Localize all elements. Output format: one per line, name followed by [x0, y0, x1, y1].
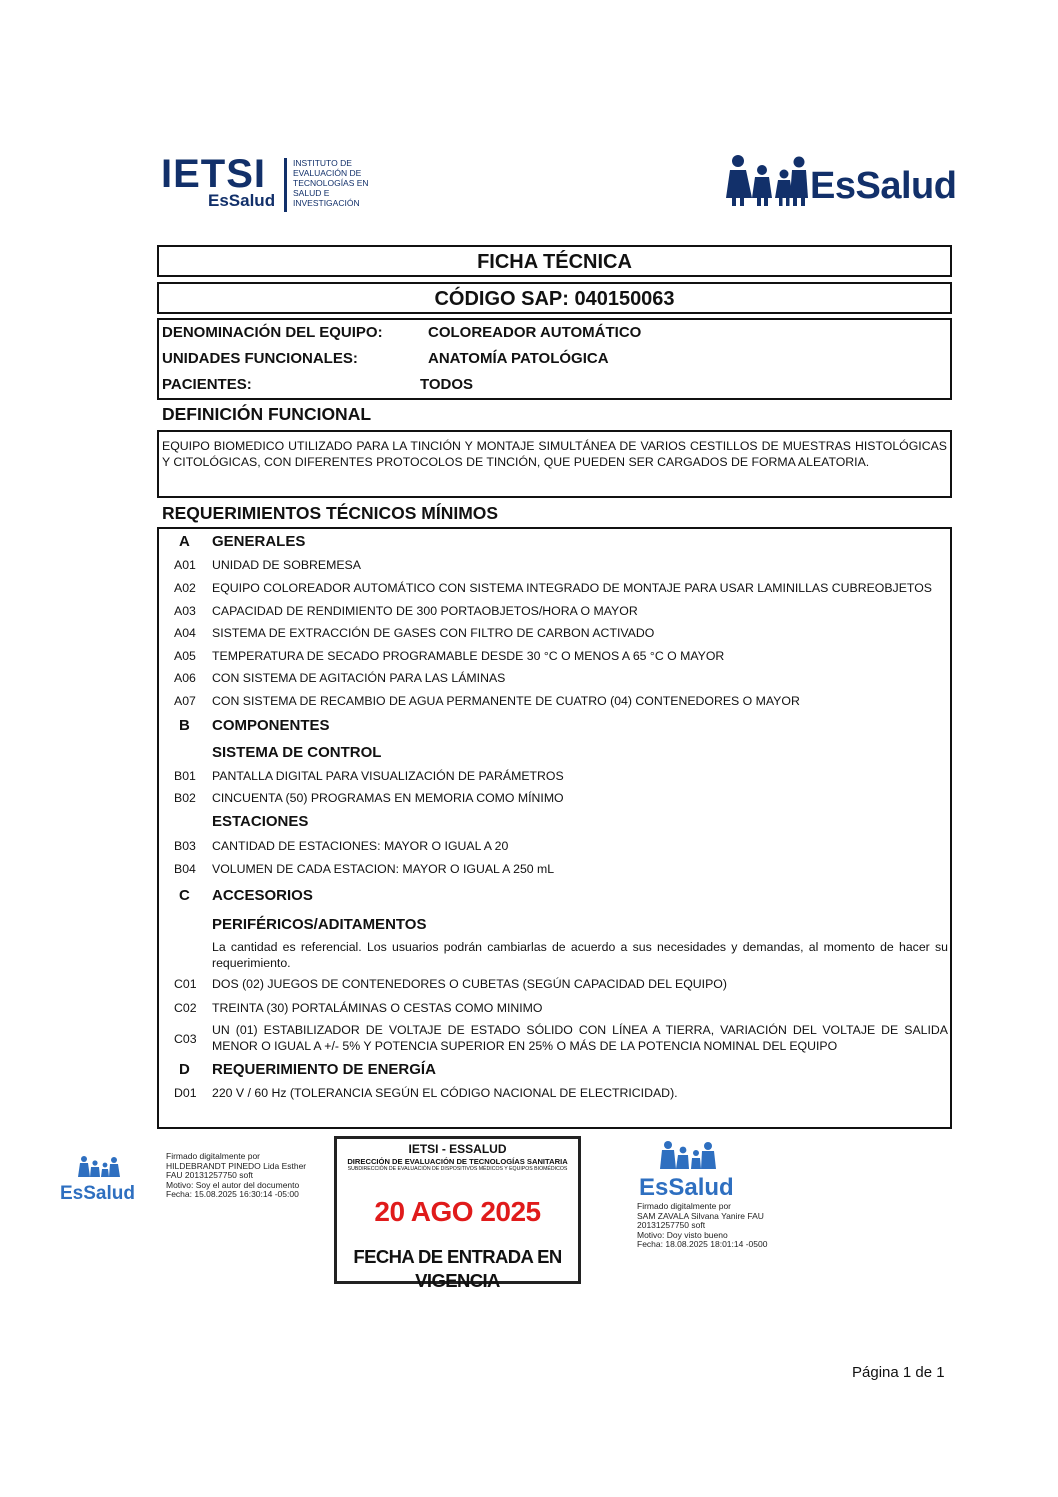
section-letter: A [179, 533, 190, 550]
requirements-box [157, 527, 952, 1129]
requirement-text: CON SISTEMA DE AGITACIÓN PARA LAS LÁMINAS [212, 671, 506, 685]
requirement-code: B03 [174, 839, 196, 853]
signature-line: Motivo: Doy visto bueno [637, 1229, 728, 1240]
requirement-text: PANTALLA DIGITAL PARA VISUALIZACIÓN DE PARÁMETROS [212, 769, 564, 783]
section-letter: C [179, 887, 190, 904]
requirement-code: C03 [174, 1032, 197, 1046]
requirement-text: TREINTA (30) PORTALÁMINAS O CESTAS COMO MINIMO [212, 1001, 543, 1015]
essalud-logo-text: EsSalud [810, 165, 957, 207]
section-letter: D [179, 1061, 190, 1078]
signature-line: Fecha: 15.08.2025 16:30:14 -05:00 [166, 1189, 299, 1199]
stamp-date: 20 AGO 2025 [374, 1196, 541, 1227]
requirement-text: SISTEMA DE EXTRACCIÓN DE GASES CON FILTRO DE CARBON ACTIVADO [212, 626, 655, 640]
essalud-logo-left-text: EsSalud [60, 1183, 135, 1204]
essalud-logo-right-text: EsSalud [639, 1174, 734, 1201]
sap-code-box [157, 282, 952, 314]
stamp-title: IETSI - ESSALUD [408, 1142, 507, 1156]
digital-signature-left [166, 1152, 306, 1200]
requirement-code: A01 [174, 558, 196, 572]
signature-line: Fecha: 18.08.2025 18:01:14 -0500 [637, 1239, 768, 1249]
family-figures-icon [660, 1140, 716, 1174]
info-value: TODOS [420, 376, 474, 393]
requirement-code: A04 [174, 626, 196, 640]
ietsi-logo [160, 152, 375, 214]
requirement-text: VOLUMEN DE CADA ESTACION: MAYOR O IGUAL A 250 mL [212, 862, 555, 876]
requirement-text: EQUIPO COLOREADOR AUTOMÁTICO CON SISTEMA INTEGRADO DE MONTAJE PARA USAR LAMINILLAS CUBREOBJETOS [212, 581, 932, 595]
ietsi-logo-small: EsSalud [208, 191, 276, 210]
requirement-code: D01 [174, 1086, 197, 1100]
accessories-note: La cantidad es referencial. Los usuarios podrán cambiarlas de acuerdo a sus necesidades y demandas, al momento de hacer su requerimiento. [212, 940, 948, 970]
requirement-code: B04 [174, 862, 196, 876]
signature-line: Motivo: Soy el autor del documento [166, 1179, 300, 1190]
page-number: Página 1 de 1 [852, 1364, 945, 1381]
requirement-text: DOS (02) JUEGOS DE CONTENEDORES O CUBETAS (SEGÚN CAPACIDAD DEL EQUIPO) [212, 977, 727, 991]
family-figures-icon [726, 154, 808, 208]
stamp-direction: DIRECCIÓN DE EVALUACIÓN DE TECNOLOGÍAS SANITARIA [347, 1157, 568, 1166]
definition-text: EQUIPO BIOMEDICO UTILIZADO PARA LA TINCIÓN Y MONTAJE SIMULTÁNEA DE VARIOS CESTILLOS DE MUESTRAS HISTOLÓGICAS Y CITOLÓGICAS, CON DIFERENTES PROTOCOLOS DE TINCIÓN, QUE PUEDEN SER CARGADOS DE FORMA ALEATORIA. [162, 439, 947, 469]
requirement-text: UNIDAD DE SOBREMESA [212, 558, 361, 572]
ietsi-logo-big: IETSI [161, 152, 267, 196]
requirement-text: CON SISTEMA DE RECAMBIO DE AGUA PERMANENTE DE CUATRO (04) CONTENEDORES O MAYOR [212, 694, 800, 708]
requirement-code: B01 [174, 769, 196, 783]
signature-line: SAM ZAVALA Silvana Yanire FAU [637, 1210, 764, 1221]
signature-line: HILDEBRANDT PINEDO Lida Esther [166, 1160, 307, 1171]
subsection-heading: SISTEMA DE CONTROL [212, 744, 382, 761]
requirement-text: TEMPERATURA DE SECADO PROGRAMABLE DESDE 30 °C O MENOS A 65 °C O MAYOR [212, 649, 725, 663]
requirements-title: REQUERIMIENTOS TÉCNICOS MÍNIMOS [162, 503, 499, 523]
info-value: COLOREADOR AUTOMÁTICO [428, 324, 642, 341]
family-figures-icon [78, 1155, 120, 1181]
signature-line: FAU 20131257750 soft [166, 1170, 253, 1180]
info-value: ANATOMÍA PATOLÓGICA [428, 350, 609, 367]
section-heading: COMPONENTES [212, 717, 330, 734]
digital-signature-right [637, 1202, 767, 1250]
signature-line: Firmado digitalmente por [637, 1201, 732, 1211]
requirement-text: 220 V / 60 Hz (TOLERANCIA SEGÚN EL CÓDIGO NACIONAL DE ELECTRICIDAD). [212, 1086, 678, 1100]
essalud-logo [726, 152, 957, 212]
ietsi-logo-description: INSTITUTO DE EVALUACIÓN DE TECNOLOGÍAS EN SALUD E INVESTIGACIÓN [293, 158, 369, 208]
section-letter: B [179, 717, 190, 734]
definition-box [157, 430, 952, 498]
requirement-code: A02 [174, 581, 196, 595]
requirement-text: UN (01) ESTABILIZADOR DE VOLTAJE DE ESTADO SÓLIDO CON LÍNEA A TIERRA, VARIACIÓN DEL VOLTAJE DE SALIDA MENOR O IGUAL A +/- 5% Y POTENCIA SUPERIOR EN 25% O MÁS DE LA POTENCIA NOMINAL DEL EQUIPO [212, 1023, 948, 1053]
requirement-code: C01 [174, 977, 197, 991]
requirement-code: A05 [174, 649, 196, 663]
sap-code: CÓDIGO SAP: 040150063 [434, 288, 675, 310]
document-title: FICHA TÉCNICA [477, 251, 632, 273]
validity-stamp [334, 1136, 581, 1291]
requirement-text: CAPACIDAD DE RENDIMIENTO DE 300 PORTAOBJETOS/HORA O MAYOR [212, 604, 638, 618]
stamp-subdirection: SUBDIRECCIÓN DE EVALUACIÓN DE DISPOSITIVOS MÉDICOS Y EQUIPOS BIOMÉDICOS [347, 1166, 568, 1172]
section-heading: GENERALES [212, 533, 306, 550]
requirement-text: CANTIDAD DE ESTACIONES: MAYOR O IGUAL A 20 [212, 839, 509, 853]
requirement-code: C02 [174, 1001, 197, 1015]
requirement-text: CINCUENTA (50) PROGRAMAS EN MEMORIA COMO MÍNIMO [212, 791, 564, 805]
essalud-logo-left [60, 1155, 140, 1205]
equipment-info-box [157, 318, 952, 400]
essalud-logo-right [636, 1140, 736, 1202]
stamp-footer: FECHA DE ENTRADA EN VIGENCIA [353, 1246, 562, 1291]
requirement-code: A07 [174, 694, 196, 708]
subsection-heading: ESTACIONES [212, 813, 309, 830]
requirement-code: A06 [174, 671, 196, 685]
requirement-code: A03 [174, 604, 196, 618]
info-label: UNIDADES FUNCIONALES: [162, 350, 358, 367]
info-label: PACIENTES: [162, 376, 252, 393]
info-label: DENOMINACIÓN DEL EQUIPO: [162, 324, 383, 341]
section-heading: REQUERIMIENTO DE ENERGÍA [212, 1061, 436, 1078]
requirement-code: B02 [174, 791, 196, 805]
section-heading: ACCESORIOS [212, 887, 313, 904]
title-box [157, 245, 952, 277]
definition-title: DEFINICIÓN FUNCIONAL [162, 404, 372, 424]
signature-line: 20131257750 soft [637, 1220, 706, 1230]
subsection-heading: PERIFÉRICOS/ADITAMENTOS [212, 916, 427, 933]
ietsi-logo-divider [284, 158, 287, 212]
signature-line: Firmado digitalmente por [166, 1151, 261, 1161]
